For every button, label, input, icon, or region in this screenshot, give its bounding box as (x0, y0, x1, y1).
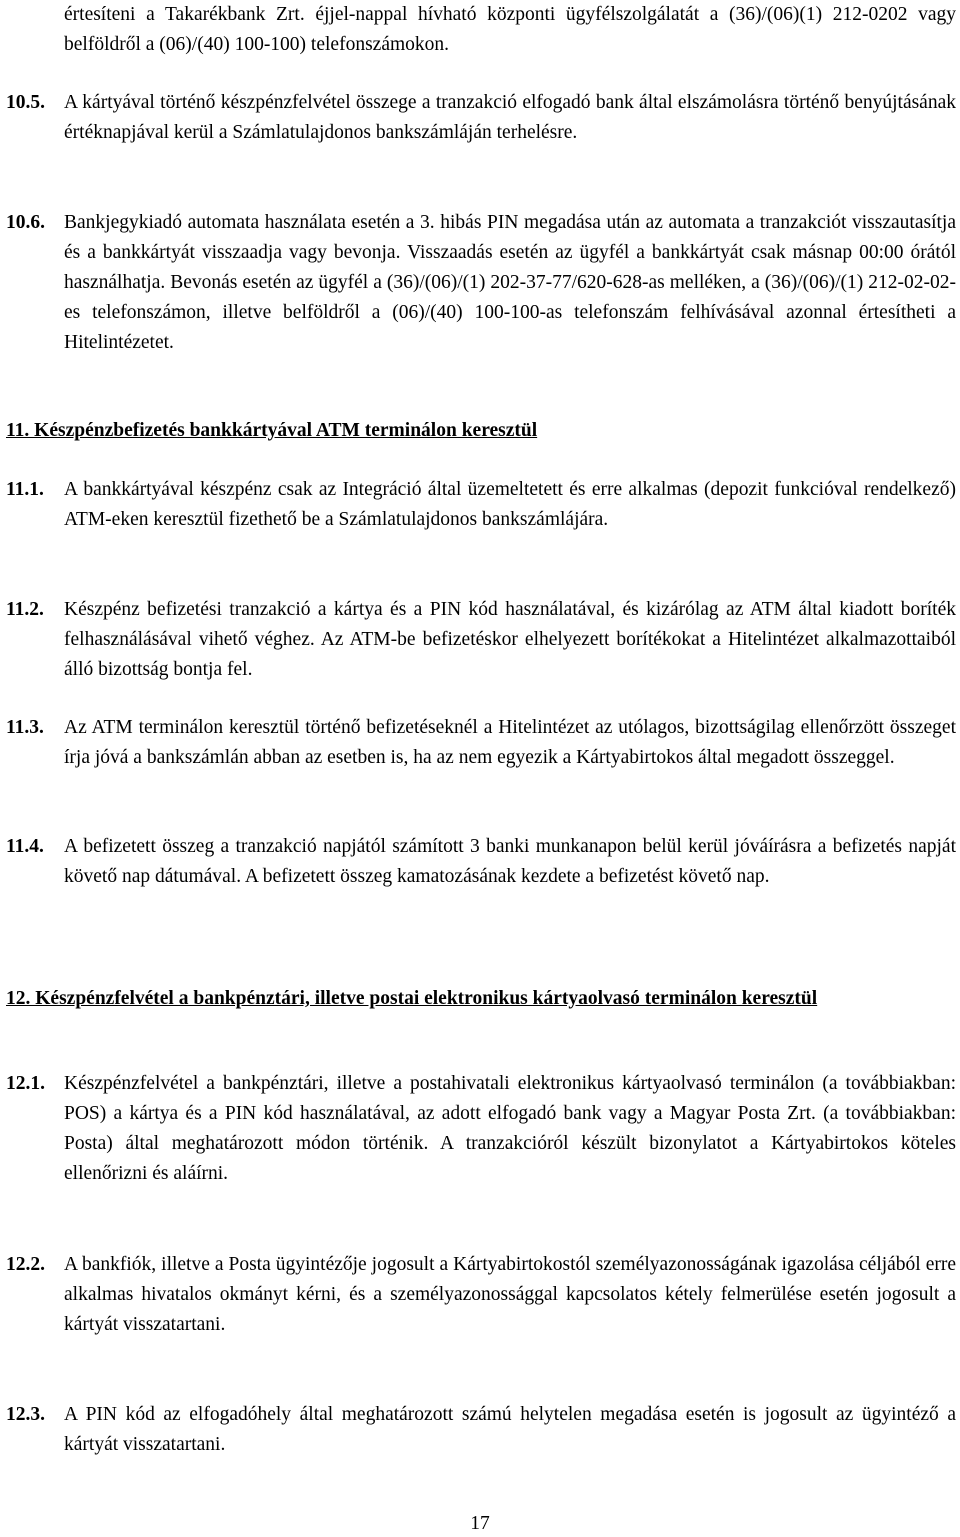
section-11-1 (0, 475, 956, 535)
section-number: 12.1. (6, 1073, 45, 1094)
section-11-2 (0, 595, 956, 685)
section-text: Bankjegykiadó automata használata esetén a 3. hibás PIN megadása után az automata a tranzakciót visszautasítja és a bankkártyát visszaadja vagy bevonja. Visszaadás esetén az ügyfél a bankkártyát csak másnap 00:00 órától használhatja. Bevonás esetén az ügyfél a (36)/(06)/(1) 202-37-77/620-628-as melléken, a (36)/(06)/(1) 212-02-02-es telefonszámon, illetve belföldről a (06)/(40) 100-100-as telefonszám felhívásával azonnal értesítheti a Hitelintézetet. (64, 212, 956, 353)
section-text: Készpénz befizetési tranzakció a kártya és a PIN kód használatával, és kizárólag az ATM által kiadott boríték felhasználásával vihető véghez. Az ATM-be befizetéskor elhelyezett borítékokat a Hitelintézet alkalmazottaiból álló bizottság bontja fel. (64, 599, 956, 680)
section-text: A bankkártyával készpénz csak az Integráció által üzemeltetett és erre alkalmas (depozit funkcióval rendelkező) ATM-eken keresztül fizethető be a Számlatulajdonos bankszámlájára. (64, 479, 956, 530)
section-text: A PIN kód az elfogadóhely által meghatározott számú helytelen megadása esetén is jogosult az ügyintéző a kártyát visszatartani. (64, 1404, 956, 1455)
section-number: 10.6. (6, 212, 45, 233)
section-text: A bankfiók, illetve a Posta ügyintézője jogosult a Kártyabirtokostól személyazonosságának igazolása céljából erre alkalmas hivatalos okmányt kérni, és a személyazonossággal kapcsolatos kétely felmerülése esetén jogosult a kártyát visszatartani. (64, 1254, 956, 1335)
section-text: A kártyával történő készpénzfelvétel összege a tranzakció elfogadó bank által elszámolásra történő benyújtásának értéknapjával kerül a Számlatulajdonos bankszámláján terhelésre. (64, 92, 956, 143)
section-number: 11.1. (6, 479, 44, 500)
intro-paragraph: értesíteni a Takarékbank Zrt. éjjel-nappal hívható központi ügyfélszolgálatát a (36)/(06)(1) 212-0202 vagy belföldről a (06)/(40) 100-100) telefonszámokon. (64, 4, 956, 55)
heading-12: 12. Készpénzfelvétel a bankpénztári, illetve postai elektronikus kártyaolvasó terminálon keresztül (6, 988, 818, 1009)
section-10-6 (0, 208, 956, 358)
section-12-3 (0, 1400, 956, 1460)
section-number: 12.3. (6, 1404, 45, 1425)
section-text: Az ATM terminálon keresztül történő befizetéseknél a Hitelintézet az utólagos, bizottságilag ellenőrzött összeget írja jóvá a bankszámlán abban az esetben is, ha az nem egyezik a Kártyabirtokos által megadott összeggel. (64, 717, 956, 768)
section-number: 11.4. (6, 836, 44, 857)
section-text: A befizetett összeg a tranzakció napjától számított 3 banki munkanapon belül kerül jóváírásra a befizetés napját követő nap dátumával. A befizetett összeg kamatozásának kezdete a befizetést követő nap. (64, 836, 956, 887)
section-12-1 (0, 1069, 956, 1189)
section-number: 11.3. (6, 717, 44, 738)
heading-11: 11. Készpénzbefizetés bankkártyával ATM terminálon keresztül (6, 420, 538, 441)
page-number: 17 (470, 1513, 490, 1534)
section-10-5 (0, 88, 956, 148)
section-text: Készpénzfelvétel a bankpénztári, illetve a postahivatali elektronikus kártyaolvasó terminálon (a továbbiakban: POS) a kártya és a PIN kód használatával, az adott elfogadó bank vagy a Magyar Posta Zrt. (a továbbiakban: Posta) által meghatározott módon történik. A tranzakcióról készült bizonylatot a Kártyabirtokos köteles ellenőrizni és aláírni. (64, 1073, 956, 1184)
section-number: 12.2. (6, 1254, 45, 1275)
section-12-2 (0, 1250, 956, 1340)
section-11-4 (0, 832, 956, 892)
section-number: 10.5. (6, 92, 45, 113)
section-number: 11.2. (6, 599, 44, 620)
section-11-3 (0, 713, 956, 773)
